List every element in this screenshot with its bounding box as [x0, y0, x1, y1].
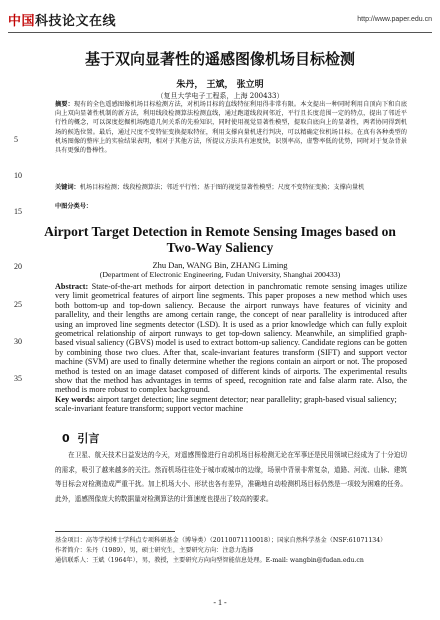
footnote-divider: [55, 531, 175, 532]
footnote-author: 作者简介：朱丹（1989），男，硕士研究生，主要研究方向：注意力选择: [55, 547, 254, 554]
paper-title-cn: 基于双向显著性的遥感图像机场目标检测: [84, 50, 355, 68]
abstract-cn: [55, 100, 407, 155]
footnote-funding: 基金项目：高等学校博士学科点专项科研基金（博导类）（20110071110018）；国家自然科学基金（NSF:61071134）: [55, 537, 387, 544]
keywords-cn-label: 关键词：: [55, 184, 80, 191]
site-logo[interactable]: [8, 10, 116, 29]
logo-text-part1: 中国: [8, 14, 36, 29]
footnotes: [55, 536, 407, 566]
header-divider: [8, 32, 432, 33]
keywords-en-text: airport target detection; line segment detector; near parallelity; graph-based visual saliency; scale-invariant feature transform; support vector machine: [55, 395, 397, 414]
intro-text: 在卫星、航天技术日益发达的今天，对遥感图像进行自动机场目标检测无论在军事还是民用领域已经成为了十分迫切的需求，吸引了越来越多的关注。然而机场往往处于城市或城市的边缘，场景中背景非常复杂，道路、河流、山脉、建筑等目标会对检测造成严重干扰。加上机场大小、形状也各有差异，准确地自动检测机场目标仍然是一项较为困难的任务。此外，遥感图像庞大的数据量对检测算法的计算速度也提出了较高的要求。: [55, 451, 407, 503]
abstract-en-text: State-of-the-art methods for airport detection in panchromatic remote sensing images utilize very limit geometrical features of airport line segments. This paper proposes a new method which uses both bottom-up and top-down saliency. Because the airport runways have features of vicinity and parallelity, and their lengths are among certain range, the concept of near parallelity is introduced after using an improved line segments detector (LSD). It is used as a prior knowledge which can fully exploit geometrical relationship of airport runways to get top-down saliency. Meanwhile, an simplified graph-based visual saliency (GBVS) model is used to extract bottom-up saliency. Candidate regions can be gotten by combining those two clues. After that, scale-invariant features transform (SIFT) and support vector machine (SVM) are used to finally determine whether the regions contain an airport or not. The proposed method is tested on an image dataset composed of different kinds of airports. The experimental results show that the method has advantages in terms of speed, recognition rate and false alarm rate. Also, the method is more robust to complex background.: [55, 282, 407, 395]
keywords-cn-text: 机场目标检测；线段检测算法；邻近平行性；基于图的视觉显著性模型；尺度不变特征变换；支撑向量机: [79, 184, 365, 191]
affiliation-cn: （复旦大学电子工程系，上海 200433）: [156, 92, 284, 100]
keywords-en-label: Key words:: [55, 395, 96, 404]
logo-text-part2: 科技论文在线: [35, 14, 117, 29]
authors-en: Zhu Dan, WANG Bin, ZHANG Liming: [152, 260, 288, 270]
line-number: 15: [14, 207, 22, 216]
site-header: [8, 8, 432, 30]
section-number: 0: [62, 432, 70, 445]
classification-cn: 中图分类号：: [55, 203, 93, 210]
intro-paragraph: [55, 448, 407, 506]
page-number: - 1 -: [213, 598, 227, 607]
line-number: 10: [14, 171, 22, 180]
line-number: 35: [14, 374, 22, 383]
abstract-en: [55, 282, 407, 395]
footnote-contact: 通信联系人：王斌（1964年），男，教授，主要研究方向向型智能信息处理。E-mail: wangbin@fudan.edu.cn: [55, 557, 364, 564]
keywords-cn: [55, 183, 407, 192]
section-heading-intro: [62, 430, 99, 446]
abstract-en-label: Abstract:: [55, 282, 89, 291]
line-number: 30: [14, 337, 22, 346]
line-number: 5: [14, 135, 18, 144]
paper-title-en: Airport Target Detection in Remote Sensing Images based on Two-Way Saliency: [44, 224, 396, 255]
line-number: 20: [14, 262, 22, 271]
site-url[interactable]: http://www.paper.edu.cn: [357, 16, 432, 23]
abstract-cn-label: 摘要：: [55, 101, 74, 108]
authors-cn: 朱丹， 王斌， 张立明: [176, 80, 264, 90]
keywords-en: [55, 395, 407, 414]
section-title: 引言: [77, 432, 100, 445]
affiliation-en: (Department of Electronic Engineering, Fudan University, Shanghai 200433): [99, 270, 341, 279]
line-number: 25: [14, 300, 22, 309]
abstract-cn-text: 现有的全色遥感图像机场目标检测方法，对机场目标的直线特征利用得非常有限。本文提出一种同时利用自顶向下和自底向上双向显著性机制的新方法，利用线段检测算法检测直线，通过跑道线段间邻近，平行且长度范围一定的特点，提出了邻近平行性的概念，可以深度挖掘机场跑道几何关系的先验知识，同时使用视觉显著性模型，提取自底向上的显著性，两者协同得到机场的候选位置。最后，通过尺度不变特征变换提取特征，利用支撑向量机进行判决，可以精确定位机场目标。在真有各种类型的机场图像的整库上的实验结果表明，相对于其他方法，所提议方法具有速度快，识别率高，虚警率低的优势，同时对于复杂背景具有更强的鲁棒性。: [55, 101, 408, 155]
